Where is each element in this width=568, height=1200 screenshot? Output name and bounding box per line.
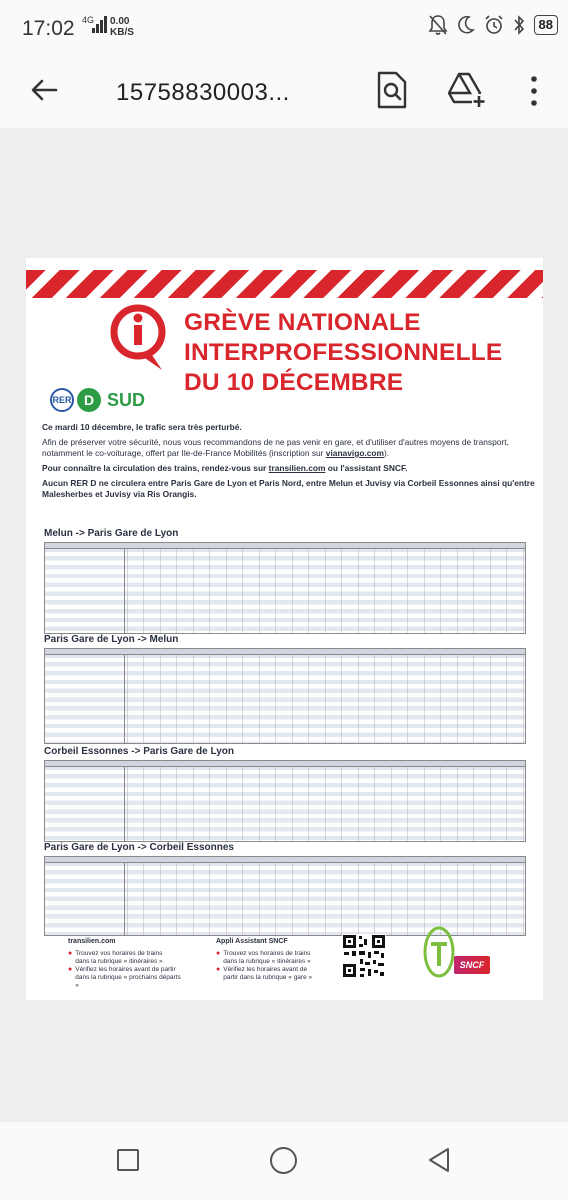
timetable-3	[44, 746, 526, 842]
timetable-4	[44, 842, 526, 936]
direction-label: SUD	[107, 389, 146, 410]
back-arrow-icon[interactable]	[26, 72, 62, 108]
footer-bullet-text: Trouvez vos horaires de trains dans la rubrique « itinéraires »	[75, 950, 163, 965]
headline-line-2: INTERPROFESSIONNELLE	[184, 339, 503, 366]
document-page[interactable]	[26, 258, 543, 1000]
footer-bullet-text: Vérifiez les horaires avant de partir dans la rubrique « gare »	[223, 966, 313, 981]
station-column	[45, 857, 125, 935]
timetable-grid	[44, 760, 526, 842]
search-in-document-icon[interactable]	[374, 70, 410, 110]
footer-bullet	[68, 966, 185, 990]
footer-bullet-text: Trouvez vos horaires de trains dans la rubrique « itinéraires »	[223, 950, 311, 965]
footer-bullet-text: Vérifiez les horaires avant de partir dans la rubrique « prochains départs »	[75, 966, 181, 989]
headline-line-1: GRÈVE NATIONALE	[184, 309, 421, 336]
footer-app	[216, 938, 323, 982]
timetable-header	[45, 543, 525, 549]
station-column	[45, 649, 125, 743]
station-column	[45, 543, 125, 633]
qr-code-icon	[342, 934, 386, 978]
info-speech-bubble-icon	[106, 298, 170, 382]
timetable-title: Melun -> Paris Gare de Lyon	[44, 528, 179, 539]
footer-transilien	[68, 938, 185, 990]
rer-logo: RER	[50, 388, 74, 412]
timetable-header	[45, 649, 525, 655]
add-to-drive-icon[interactable]	[446, 72, 486, 108]
bullet-icon: ●	[216, 950, 221, 957]
intro-p2-end: ).	[383, 448, 390, 458]
status-icons	[428, 14, 558, 36]
timetable-grid	[44, 542, 526, 634]
intro-p3-end: ou l'assistant SNCF.	[325, 463, 408, 473]
footer-bullet	[216, 950, 323, 966]
recent-apps-button[interactable]	[117, 1149, 139, 1171]
warning-stripes	[26, 270, 543, 298]
transilien-t-logo-icon	[422, 926, 456, 982]
document-title: 15758830003...	[116, 79, 290, 106]
timetable-title: Corbeil Essonnes -> Paris Gare de Lyon	[44, 746, 234, 757]
signal-icon	[92, 14, 108, 34]
intro-p3	[42, 463, 537, 474]
sncf-logo: SNCF	[454, 956, 490, 974]
timetable-header	[45, 857, 525, 863]
timetable-title: Paris Gare de Lyon -> Melun	[44, 634, 179, 645]
intro-p2	[42, 437, 537, 459]
line-d-logo: D	[77, 388, 101, 412]
footer-bullet	[216, 966, 323, 982]
speed-unit: KB/S	[110, 27, 134, 38]
headline	[184, 308, 502, 398]
bluetooth-icon	[513, 15, 525, 35]
bullet-icon: ●	[216, 966, 221, 973]
footer-bullet	[68, 950, 185, 966]
timetable-title: Paris Gare de Lyon -> Corbeil Essonnes	[44, 842, 234, 853]
timetable-header	[45, 761, 525, 767]
more-options-icon[interactable]	[526, 74, 542, 108]
intro-p2-text: Afin de préserver votre sécurité, nous vous recommandons de ne pas venir en gare, et d'utiliser d'autres moyens de transport, notamment le co-voiturage, offert par Ile-de-France Mobilités (inscription sur	[42, 437, 509, 458]
speed-value: 0.00	[110, 16, 130, 27]
intro-p3-text: Pour connaître la circulation des trains, rendez-vous sur	[42, 463, 269, 473]
status-bar	[0, 0, 568, 58]
headline-line-3: DU 10 DÉCEMBRE	[184, 369, 404, 396]
home-button[interactable]	[270, 1147, 297, 1174]
bullet-icon: ●	[68, 950, 73, 957]
footer-app-title: Appli Assistant SNCF	[216, 938, 288, 945]
timetable-2	[44, 634, 526, 744]
timetable-grid	[44, 856, 526, 936]
nav-back-icon[interactable]	[426, 1146, 452, 1174]
navigation-bar	[0, 1122, 568, 1200]
timetable-1	[44, 528, 526, 634]
footer-transilien-title: transilien.com	[68, 938, 116, 945]
intro-text	[42, 422, 537, 504]
network-type: 4G	[82, 15, 95, 25]
app-bar	[0, 58, 568, 128]
alarm-icon	[484, 15, 504, 35]
transilien-link[interactable]: transilien.com	[268, 463, 326, 473]
clock: 17:02	[22, 17, 75, 40]
bell-off-icon	[428, 14, 448, 36]
bullet-icon: ●	[68, 966, 73, 973]
document-footer	[26, 938, 543, 1000]
timetable-grid	[44, 648, 526, 744]
network-speed	[110, 16, 134, 38]
moon-icon	[457, 15, 475, 35]
station-column	[45, 761, 125, 841]
intro-p4: Aucun RER D ne circulera entre Paris Gare de Lyon et Paris Nord, entre Melun et Juvisy via Corbeil Essonnes ainsi qu'entre Malesherbes et Juvisy via Ris Orangis.	[42, 478, 535, 499]
vianavigo-link[interactable]: vianavigo.com	[325, 448, 384, 458]
battery-indicator: 88	[534, 15, 558, 35]
rer-d-sud-logo	[50, 388, 145, 412]
intro-p1: Ce mardi 10 décembre, le trafic sera très perturbé.	[42, 422, 242, 432]
